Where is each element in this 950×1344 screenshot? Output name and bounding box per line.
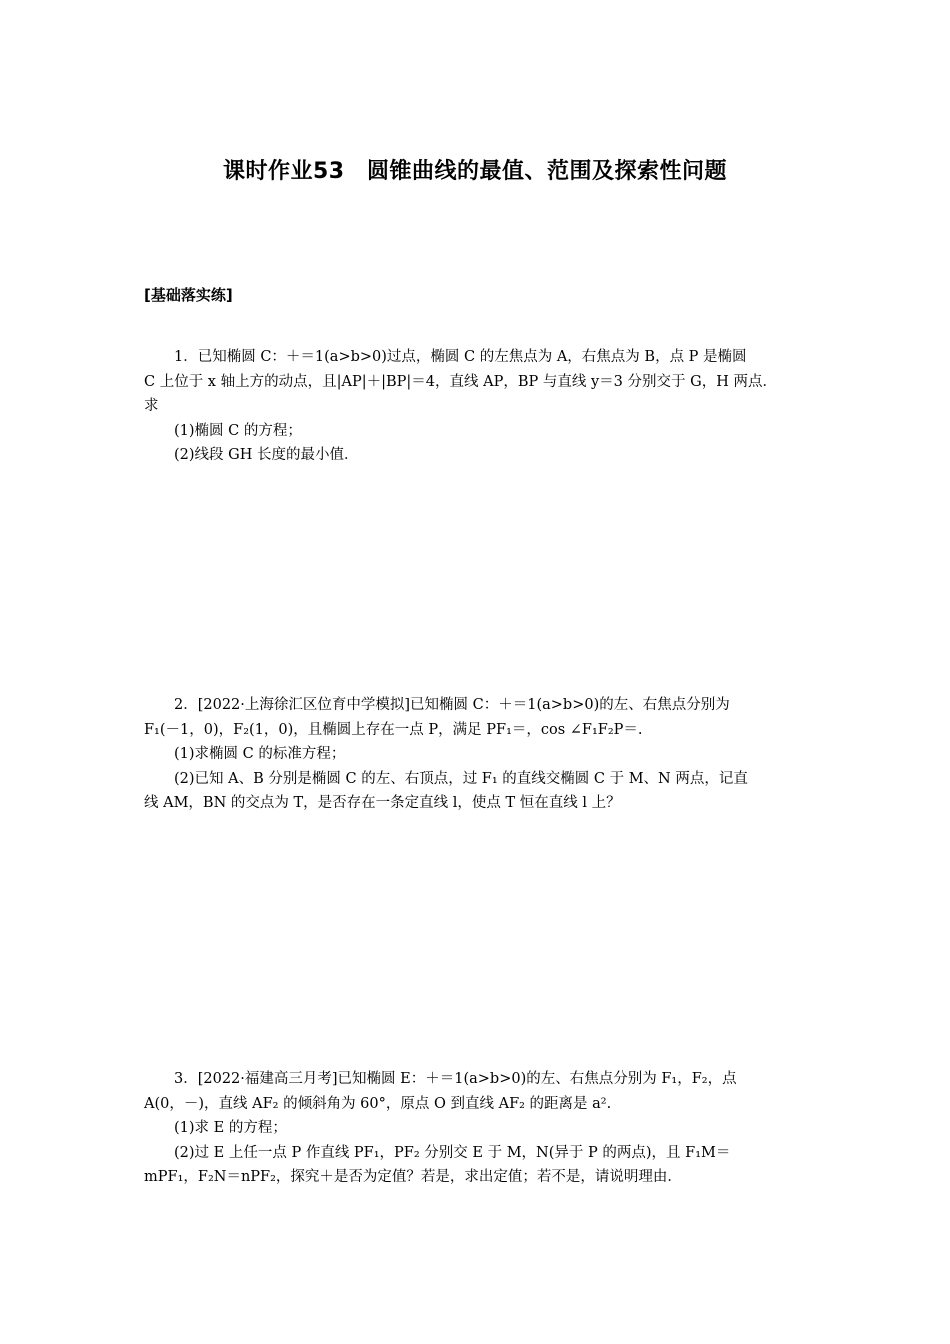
problem-3 [144,1067,808,1190]
sub-question: (2)线段 GH 长度的最小值． [174,447,359,463]
problem-line: C 上位于 x 轴上方的动点，且|AP|＋|BP|＝4，直线 AP，BP 与直线 y＝3 分别交于 G，H 两点． [144,373,777,390]
problem-2 [144,693,808,816]
sub-question: (2)过 E 上任一点 P 作直线 PF₁，PF₂ 分别交 E 于 M，N(异于 P 的两点)，且 F₁M＝ [174,1144,731,1161]
sub-question: (1)求椭圆 C 的标准方程； [174,746,346,762]
problem-line: 2．[2022·上海徐汇区位育中学模拟]已知椭圆 C：＋＝1(a>b>0)的左、右焦点分别为 [174,697,730,713]
problem-1 [144,345,808,468]
sub-question: (1)椭圆 C 的方程； [174,422,302,439]
problem-line: 3．[2022·福建高三月考]已知椭圆 E：＋＝1(a>b>0)的左、右焦点分别为 F₁，F₂，点 [174,1071,737,1087]
page-title: 课时作业53 圆锥曲线的最值、范围及探索性问题 [222,159,728,184]
problem-line: A(0，－)，直线 AF₂ 的倾斜角为 60°，原点 O 到直线 AF₂ 的距离是 a². [144,1095,612,1112]
problem-line: mPF₁，F₂N＝nPF₂，探究＋是否为定值？若是，求出定值；若不是，请说明理由． [144,1169,682,1185]
problem-line: 线 AM，BN 的交点为 T，是否存在一条定直线 l，使点 T 恒在直线 l 上？ [144,795,621,811]
sub-question: (1)求 E 的方程； [174,1120,287,1136]
sub-question: (2)已知 A、B 分别是椭圆 C 的左、右顶点，过 F₁ 的直线交椭圆 C 于 M、N 两点，记直 [174,770,748,787]
section-heading: [基础落实练] [144,286,233,304]
problem-line: 求 [144,398,159,414]
problem-line: 1．已知椭圆 C：＋＝1(a>b>0)过点，椭圆 C 的左焦点为 A，右焦点为 B，点 P 是椭圆 [174,349,747,365]
problem-line: F₁(－1，0)，F₂(1，0)，且椭圆上存在一点 P，满足 PF₁＝，cos ∠F₁F₂P＝. [144,721,643,738]
